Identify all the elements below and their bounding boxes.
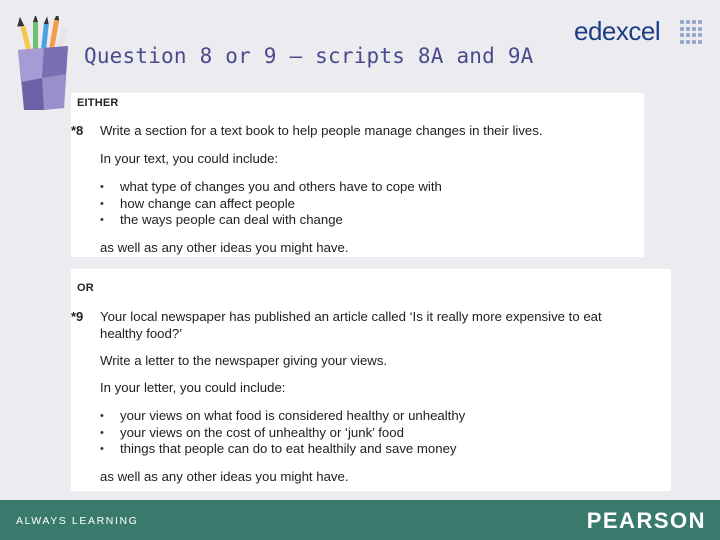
list-item: • your views on the cost of unhealthy or ‘junk’ food: [100, 425, 465, 442]
question-9-prompt-line-2: healthy food?’: [100, 326, 183, 341]
question-9-bullet-list: [100, 408, 465, 458]
list-item: • how change can affect people: [100, 196, 442, 213]
list-item: • what type of changes you and others have to cope with: [100, 179, 442, 196]
question-9-prompt-line-1: Your local newspaper has published an article called ‘Is it really more expensive to eat: [100, 309, 602, 324]
question-8-prompt: Write a section for a text book to help people manage changes in their lives.: [100, 123, 543, 138]
list-item: • your views on what food is considered healthy or unhealthy: [100, 408, 465, 425]
question-9-task: Write a letter to the newspaper giving your views.: [100, 353, 388, 368]
question-8-heading: EITHER: [77, 97, 119, 109]
question-8-panel: [71, 93, 644, 257]
question-8-bullet-list: [100, 179, 442, 229]
pencil-cup-icon: [14, 16, 74, 114]
question-8-number: *8: [71, 123, 84, 138]
question-8-closing: as well as any other ideas you might have.: [100, 240, 349, 255]
question-9-closing: as well as any other ideas you might have.: [100, 469, 349, 484]
list-item: • the ways people can deal with change: [100, 212, 442, 229]
edexcel-grid-icon: [680, 20, 704, 44]
question-8-intro: In your text, you could include:: [100, 151, 279, 166]
pearson-logo: PEARSON: [586, 508, 706, 533]
question-9-number: *9: [71, 309, 84, 324]
footer-bar: [0, 500, 720, 540]
list-item: • things that people can do to eat healthily and save money: [100, 441, 465, 458]
footer-tagline: ALWAYS LEARNING: [16, 515, 139, 527]
edexcel-logo: [574, 16, 708, 48]
page-title: Question 8 or 9 – scripts 8A and 9A: [84, 44, 534, 68]
logo-text: edexcel: [574, 16, 661, 46]
question-9-panel: [71, 269, 671, 491]
question-9-heading: OR: [77, 282, 94, 294]
question-9-intro: In your letter, you could include:: [100, 380, 286, 395]
